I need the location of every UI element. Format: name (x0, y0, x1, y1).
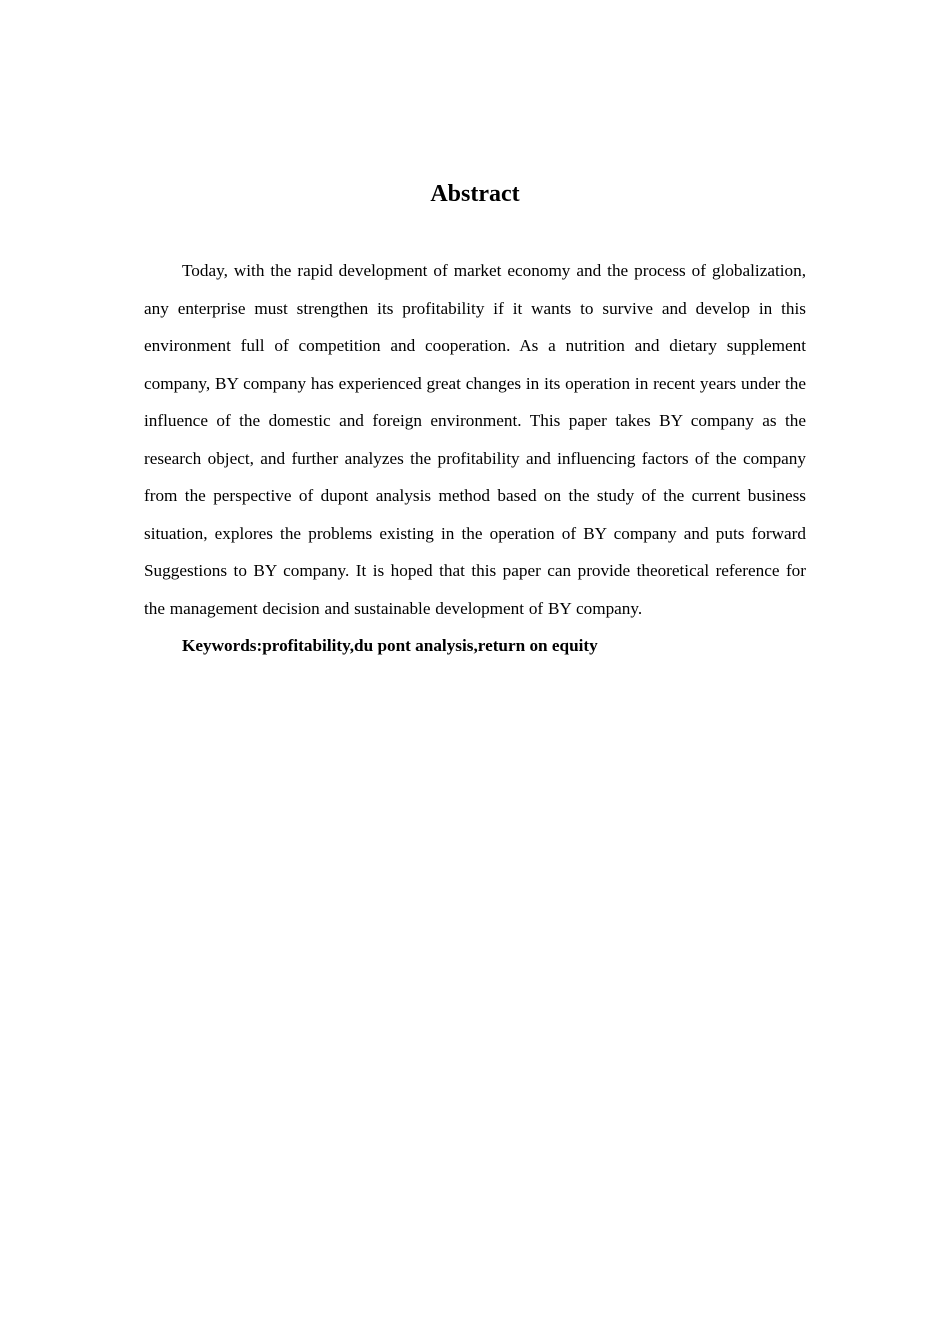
abstract-title: Abstract (430, 181, 520, 207)
abstract-section (144, 176, 806, 665)
keywords-list: profitability,du pont analysis,return on equity (262, 636, 598, 655)
keywords-label: Keywords: (182, 636, 263, 655)
keywords-line (144, 627, 806, 665)
abstract-body: Today, with the rapid development of market economy and the process of globalization, any enterprise must strengthen its profitability if it wants to survive and develop in this environment full of competition and cooperation. As a nutrition and dietary supplement company, BY company has experienced great changes in its operation in recent years under the influence of the domestic and foreign environment. This paper takes BY company as the research object, and further analyzes the profitability and influencing factors of the company from the perspective of dupont analysis method based on the study of the current business situation, explores the problems existing in the operation of BY company and puts forward Suggestions to BY company. It is hoped that this paper can provide theoretical reference for the management decision and sustainable development of BY company. (144, 261, 806, 618)
